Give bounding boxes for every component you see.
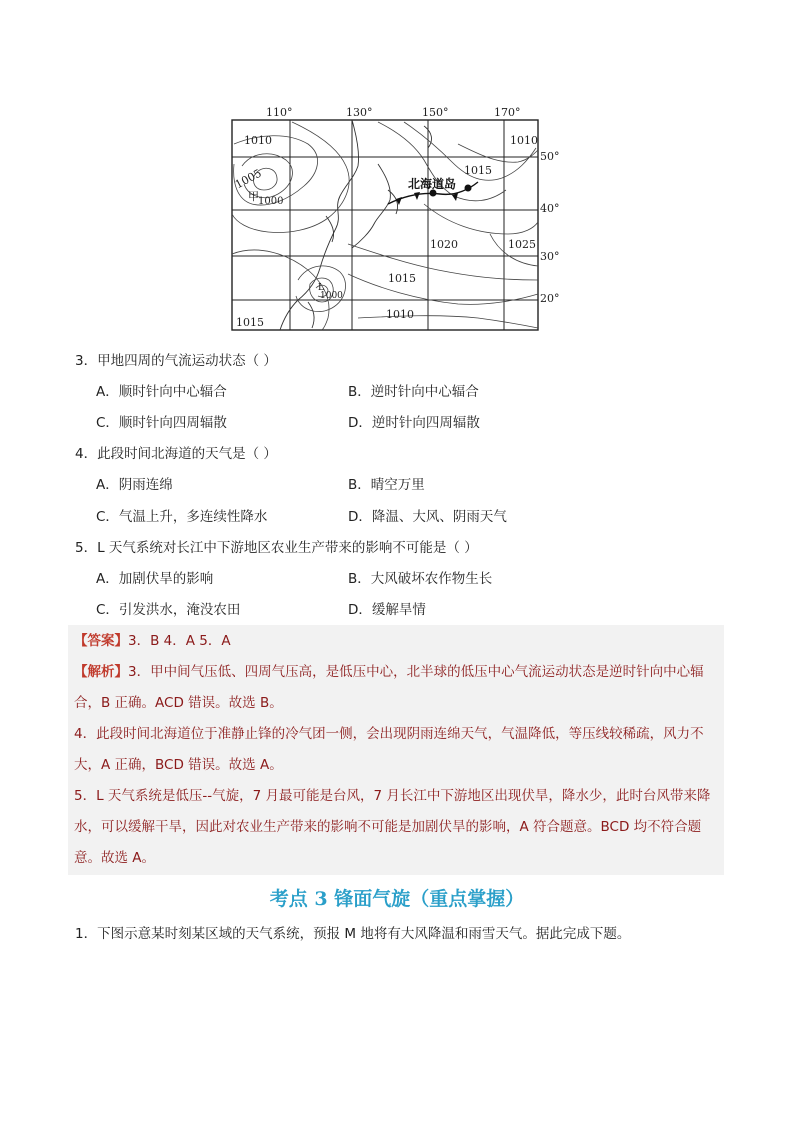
question-3-option-d: D．逆时针向四周辐散 bbox=[348, 415, 480, 431]
lon-label: 150° bbox=[422, 106, 449, 119]
answer-tag: 【答案】 bbox=[74, 633, 128, 649]
question-4-option-d: D．降温、大风、阴雨天气 bbox=[348, 509, 507, 525]
analysis-line: 水，可以缓解干旱，因此对农业生产带来的影响不可能是加剧伏旱的影响，A 符合题意。BCD 均不符合题 bbox=[74, 819, 702, 835]
lat-label: 40° bbox=[540, 202, 560, 215]
answer-box bbox=[68, 625, 724, 875]
next-question-intro: 1．下图示意某时刻某区域的天气系统，预报 M 地将有大风降温和雨雪天气。据此完成下题。 bbox=[75, 926, 631, 942]
isobar-label: 1015 bbox=[388, 272, 416, 285]
lat-label: 50° bbox=[540, 150, 560, 163]
isobars bbox=[232, 122, 538, 330]
analysis-line: 5．L 天气系统是低压--气旋，7 月最可能是台风，7 月长江中下游地区出现伏旱，降水少，此时台风带来降 bbox=[74, 788, 711, 804]
question-5-option-c: C．引发洪水，淹没农田 bbox=[96, 602, 241, 618]
isobar-label: 1025 bbox=[508, 238, 536, 251]
lon-label: 130° bbox=[346, 106, 373, 119]
isobar-label: 1010 bbox=[510, 134, 538, 147]
analysis-line bbox=[74, 663, 704, 681]
question-5-option-a: A．加剧伏旱的影响 bbox=[96, 571, 214, 587]
question-5-option-b: B．大风破坏农作物生长 bbox=[348, 571, 493, 587]
lon-label: 110° bbox=[266, 106, 293, 119]
isobar-label: 1010 bbox=[386, 308, 414, 321]
lat-label: 30° bbox=[540, 250, 560, 263]
lat-label: 20° bbox=[540, 292, 560, 305]
question-4-stem: 4．此段时间北海道的天气是（ ） bbox=[75, 446, 277, 462]
graticule bbox=[232, 120, 538, 330]
jia-label: 甲 bbox=[248, 190, 259, 203]
analysis-tag: 【解析】 bbox=[74, 664, 128, 680]
question-5-option-d: D．缓解旱情 bbox=[348, 602, 426, 618]
question-4-option-a: A．阴雨连绵 bbox=[96, 477, 173, 493]
section-heading: 考点 3 锋面气旋（重点掌握） bbox=[269, 888, 525, 910]
isobar-label: 1000 bbox=[258, 196, 284, 207]
question-5-stem: 5．L 天气系统对长江中下游地区农业生产带来的影响不可能是（ ） bbox=[75, 540, 478, 556]
question-3-stem: 3．甲地四周的气流运动状态（ ） bbox=[75, 353, 277, 369]
hokkaido-label: 北海道岛 bbox=[408, 177, 457, 191]
isobar-label: 1015 bbox=[464, 164, 492, 177]
analysis-line: 大，A 正确，BCD 错误。故选 A。 bbox=[74, 757, 283, 773]
map-frame bbox=[232, 120, 538, 330]
l-label: L bbox=[318, 283, 324, 293]
analysis-line: 4．此段时间北海道位于准静止锋的冷气团一侧，会出现阴雨连绵天气，气温降低，等压线较稀疏，风力不 bbox=[74, 726, 704, 742]
isobar-map bbox=[228, 104, 560, 336]
isobar-label: 1020 bbox=[430, 238, 458, 251]
analysis-text: 3．甲中间气压低、四周气压高，是低压中心，北半球的低压中心气流运动状态是逆时针向中心辐 bbox=[128, 664, 704, 680]
analysis-line: 合，B 正确。ACD 错误。故选 B。 bbox=[74, 695, 283, 711]
isobar-label: 1010 bbox=[244, 134, 272, 147]
lon-label: 170° bbox=[494, 106, 521, 119]
answer-text: 3．B 4．A 5．A bbox=[128, 633, 231, 649]
isobar-label: 1000 bbox=[320, 291, 343, 301]
isobar-label: 1015 bbox=[236, 316, 264, 329]
isobar-label: 1005 bbox=[232, 166, 264, 192]
question-3-option-b: B．逆时针向中心辐合 bbox=[348, 384, 479, 400]
coastline bbox=[280, 120, 431, 330]
question-3-option-a: A．顺时针向中心辐合 bbox=[96, 384, 227, 400]
analysis-line: 意。故选 A。 bbox=[74, 850, 156, 866]
question-3-option-c: C．顺时针向四周辐散 bbox=[96, 415, 227, 431]
answer-line bbox=[74, 632, 231, 650]
question-4-option-b: B．晴空万里 bbox=[348, 477, 425, 493]
question-4-option-c: C．气温上升，多连续性降水 bbox=[96, 509, 268, 525]
